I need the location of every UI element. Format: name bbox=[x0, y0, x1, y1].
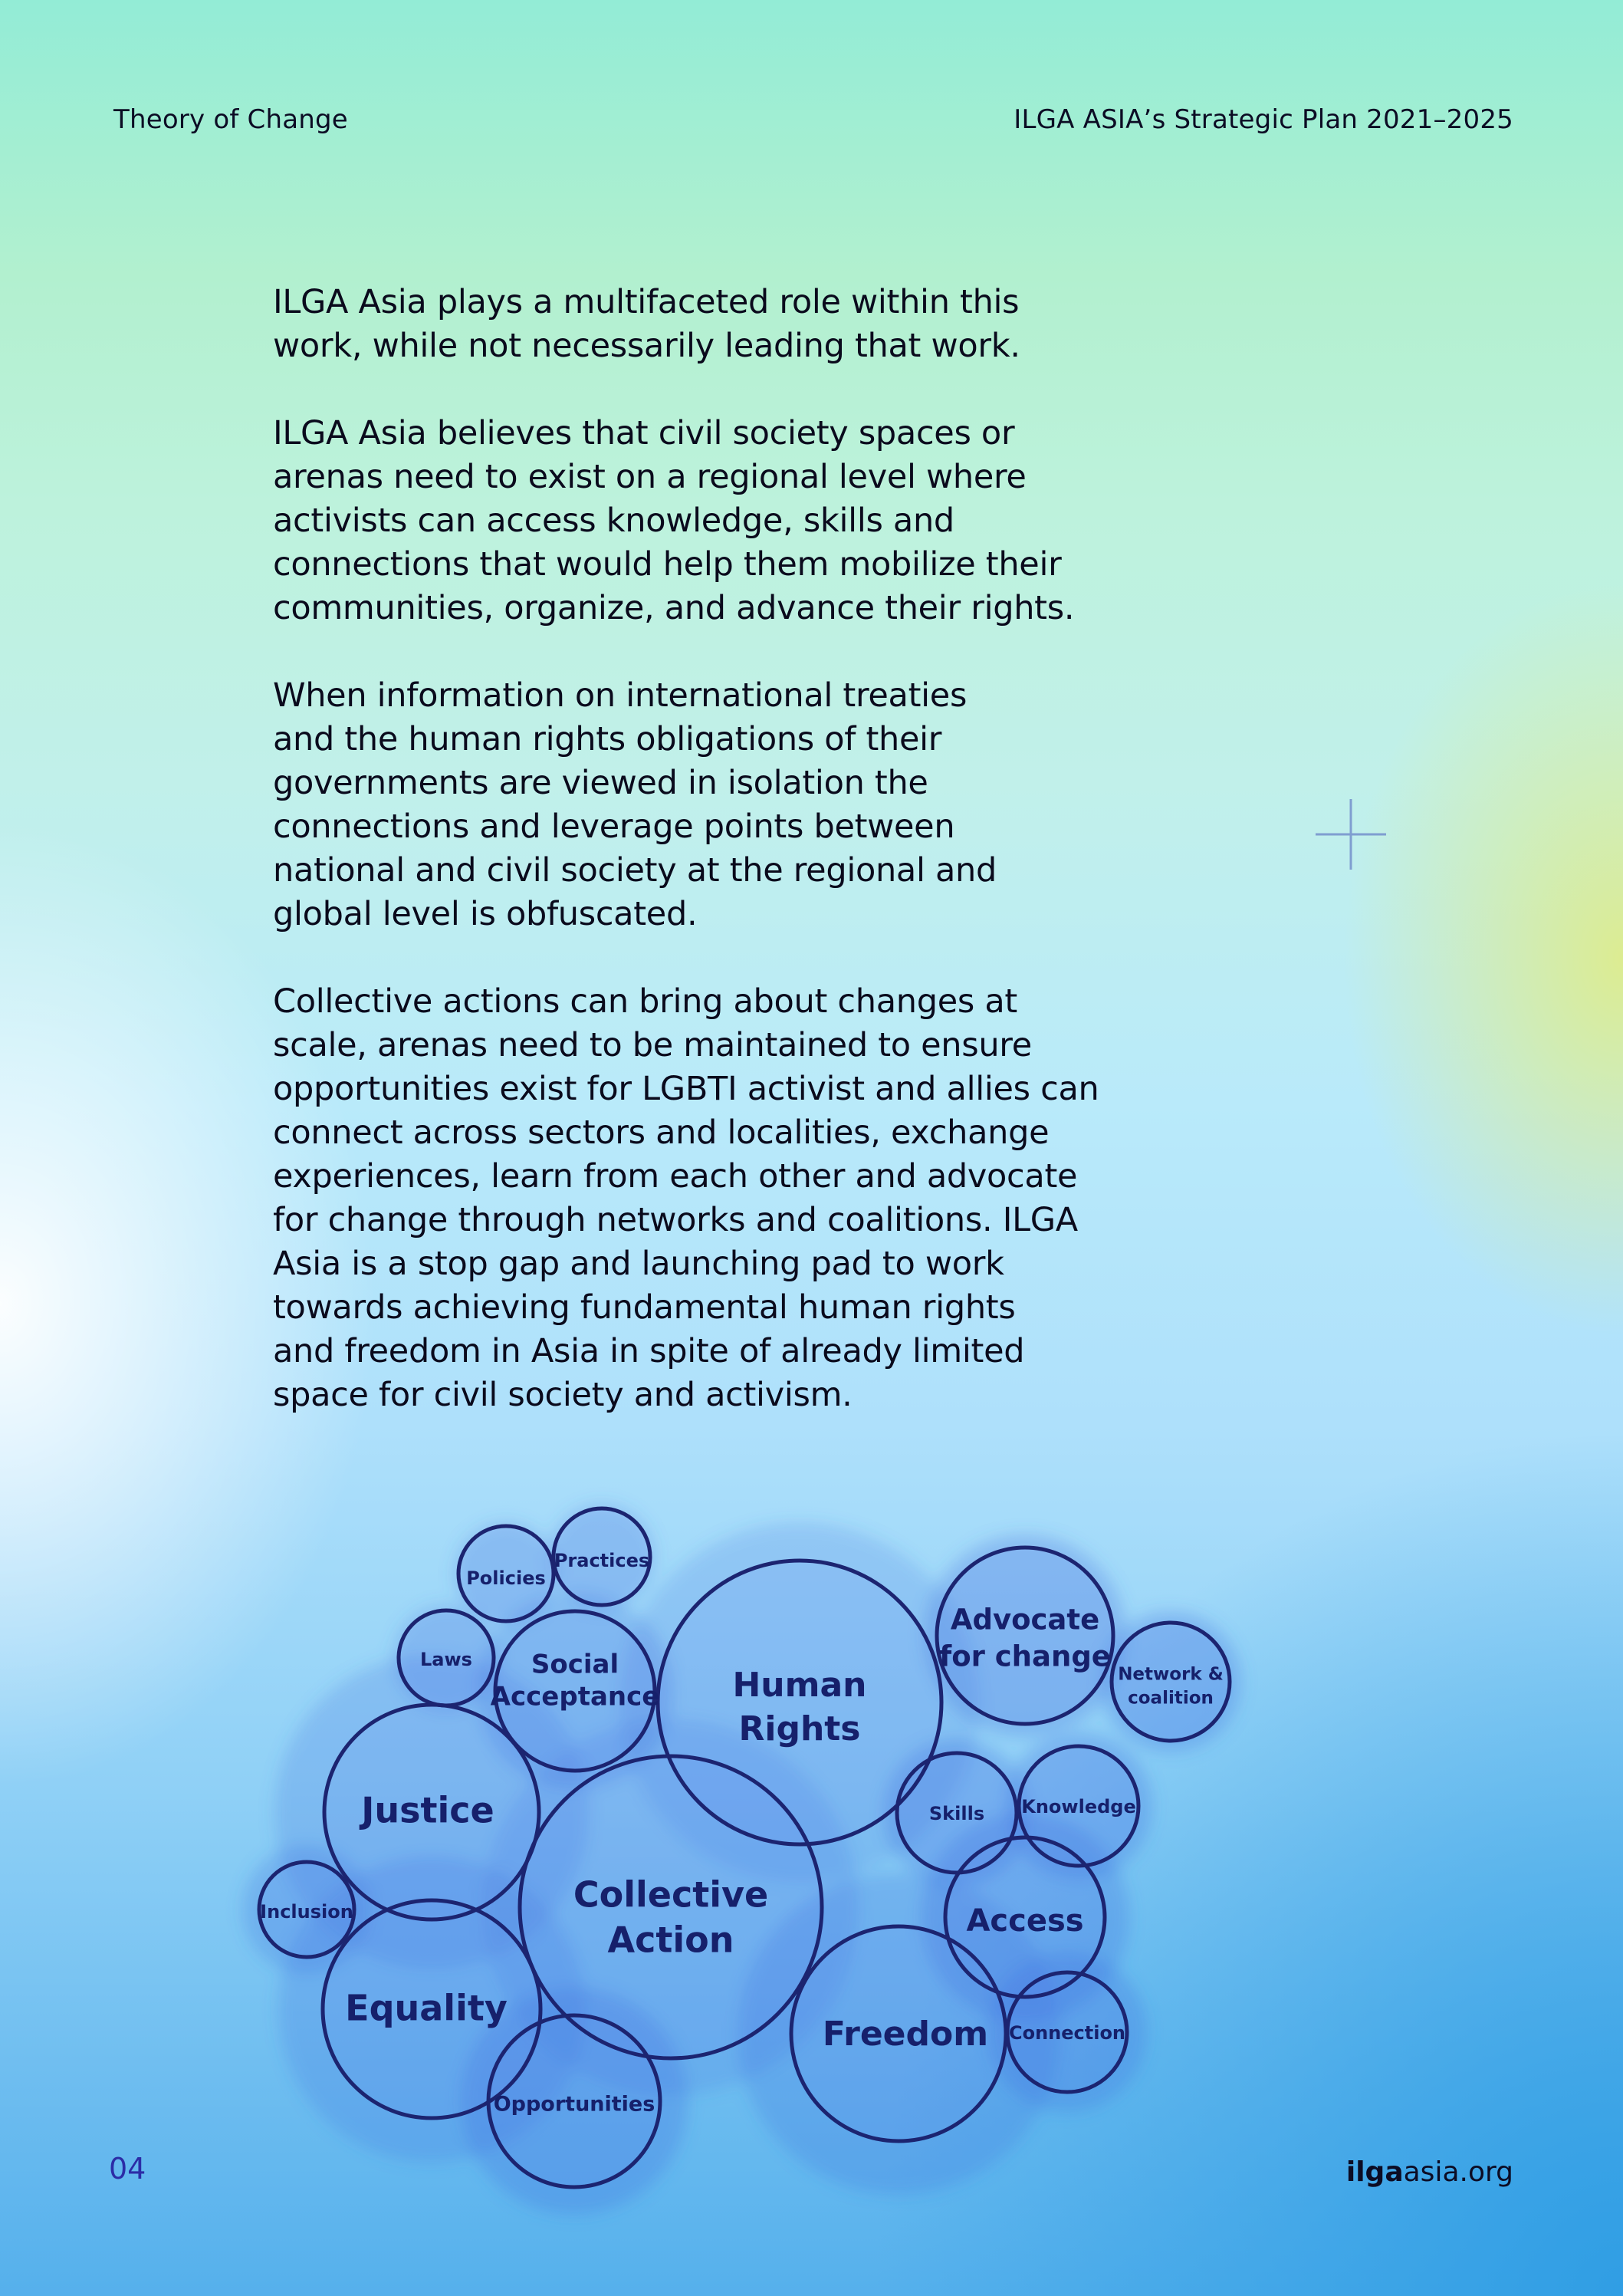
bubble-connection-outline bbox=[1007, 1972, 1127, 2092]
bubble-social-acceptance-outline bbox=[495, 1611, 655, 1771]
bubble-labels bbox=[260, 1550, 1224, 2117]
site-url-bold: ilga bbox=[1345, 2156, 1404, 2188]
bubble-inclusion-outline bbox=[259, 1862, 354, 1957]
bubble-freedom: Freedom bbox=[822, 2015, 989, 2054]
paragraph-collective-actions: Collective actions can bring about changes at scale, arenas need to be maintained to ensure opportunities exist for LGBTI activist and allies can connect across sectors and localities, exchange experiences, learn from each other and advocate for change through networks and coalitions. ILGA Asia is a stop gap and launching pad to work towards achieving fundamental human rights and freedom in Asia in spite of already limited space for civil society and activism. bbox=[273, 982, 1099, 1414]
bubble-collective-action-line1: Collective bbox=[573, 1873, 769, 1916]
bubble-equality-outline bbox=[323, 1900, 540, 2118]
bubble-advocate-outline bbox=[937, 1548, 1113, 1724]
bubble-access: Access bbox=[966, 1903, 1084, 1939]
body-text bbox=[273, 281, 1201, 1461]
section-title: Theory of Change bbox=[113, 104, 348, 135]
bubble-halos bbox=[242, 1503, 1241, 2215]
bubble-skills: Skills bbox=[928, 1803, 985, 1824]
bubble-social-acceptance-line1: Social bbox=[531, 1649, 619, 1680]
bubble-laws: Laws bbox=[420, 1649, 472, 1670]
bubble-equality: Equality bbox=[345, 1987, 508, 2029]
bubble-knowledge: Knowledge bbox=[1021, 1796, 1136, 1817]
bubble-policies: Policies bbox=[466, 1567, 546, 1589]
bubble-collective-action-outline bbox=[520, 1756, 822, 2058]
bubble-network-line2: coalition bbox=[1128, 1688, 1214, 1709]
document-title: ILGA ASIA’s Strategic Plan 2021–2025 bbox=[1014, 104, 1513, 135]
bubble-opportunities: Opportunities bbox=[493, 2092, 655, 2117]
bubble-policies-outline bbox=[458, 1526, 554, 1621]
bubble-connection: Connection bbox=[1008, 2022, 1126, 2044]
bubble-justice-outline bbox=[324, 1705, 539, 1919]
bubble-access-outline bbox=[945, 1837, 1105, 1997]
bubble-human-rights-line2: Rights bbox=[738, 1709, 861, 1748]
plus-icon bbox=[1316, 799, 1386, 870]
bubble-freedom-outline bbox=[791, 1926, 1006, 2141]
bubble-human-rights-outline bbox=[658, 1561, 941, 1844]
bubble-network-outline bbox=[1112, 1623, 1230, 1741]
bubble-outlines bbox=[259, 1508, 1230, 2187]
bubble-skills-outline bbox=[897, 1753, 1017, 1873]
bubble-inclusion: Inclusion bbox=[260, 1901, 353, 1923]
bubble-social-acceptance-line2: Acceptance bbox=[490, 1681, 660, 1712]
paragraph-civil-society: ILGA Asia believes that civil society spaces or arenas need to exist on a regional level where activists can access knowledge, skills and connections that would help them mobilize their communities, organize, and advance their rights. bbox=[273, 414, 1075, 627]
site-url-rest: asia.org bbox=[1403, 2156, 1513, 2188]
bubble-fills bbox=[259, 1508, 1230, 2187]
site-url[interactable] bbox=[1346, 2156, 1513, 2188]
bubble-advocate-line1: Advocate bbox=[950, 1603, 1100, 1636]
bubble-network-line1: Network & bbox=[1118, 1664, 1224, 1685]
bubble-practices: Practices bbox=[554, 1550, 650, 1571]
paragraph-information: When information on international treaties and the human rights obligations of their governments are viewed in isolation the connections and leverage points between national and civil society at the regional and global level is obfuscated. bbox=[273, 676, 997, 933]
bubble-practices-outline bbox=[554, 1508, 650, 1605]
bubble-human-rights-line1: Human bbox=[732, 1666, 867, 1705]
bubble-advocate-line2: for change bbox=[939, 1640, 1111, 1673]
bubble-knowledge-outline bbox=[1019, 1746, 1138, 1866]
bubble-justice: Justice bbox=[361, 1789, 494, 1831]
page-number: 04 bbox=[109, 2152, 146, 2186]
bubble-collective-action-line2: Action bbox=[607, 1919, 734, 1961]
bubble-opportunities-outline bbox=[488, 2015, 660, 2187]
paragraph-role: ILGA Asia plays a multifaceted role within this work, while not necessarily leading that work. bbox=[273, 283, 1020, 365]
bubble-laws-outline bbox=[399, 1610, 494, 1706]
